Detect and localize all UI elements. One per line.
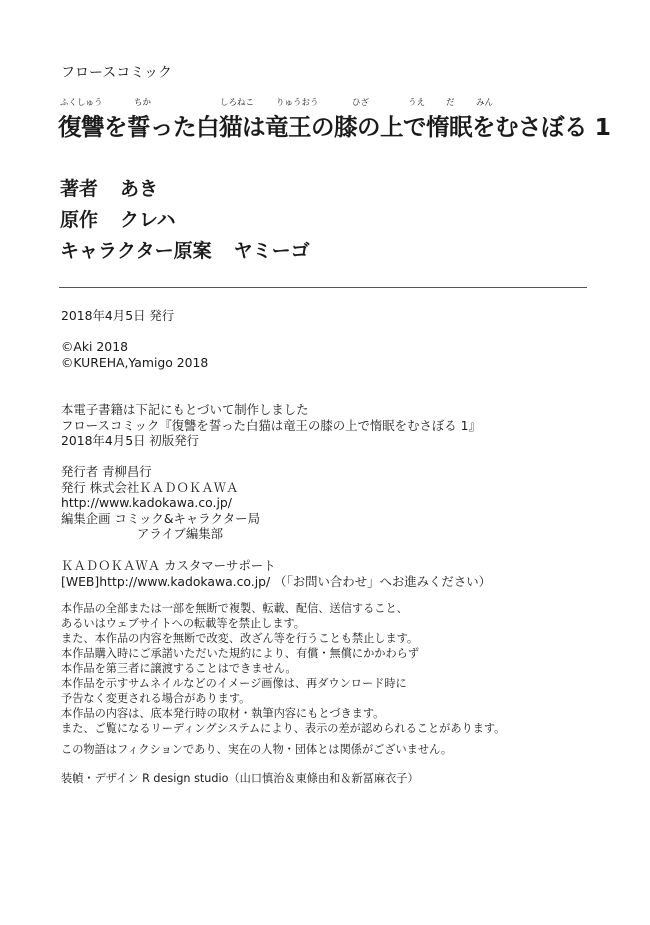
ruby-shironeko: しろねこ [220,98,255,108]
book-title: 復讐を誓った白猫は竜王の膝の上で惰眠をむさぼる 1 [58,113,611,141]
notice-line: あるいはウェブサイトへの転載等を禁止します。 [61,617,305,630]
credit-role: キャラクター原案 [60,240,212,262]
credit-name: ヤミーゴ [233,240,310,262]
notices-block [61,601,505,736]
source-edition-line: 本電子書籍は下記にもとづいて制作しました [61,402,309,417]
credit-character-design [60,236,310,267]
ruby-fukushuu: ふくしゅう [60,98,103,108]
copyright-line: ©KUREHA,Yamigo 2018 [61,354,209,370]
credit-name: あき [120,178,159,200]
source-edition-line: フロースコミック『復讐を誓った白猫は竜王の膝の上で惰眠をむさぼる 1』 [61,417,481,433]
notice-line: 本作品を示すサムネイルなどのイメージ画像は、再ダウンロード時に [61,677,407,690]
notice-line: 本作品の内容は、底本発行時の取材・執筆内容にもとづきます。 [61,707,385,720]
publish-date: 2018年4月5日 発行 [61,308,175,323]
source-edition-line: 2018年4月5日 初版発行 [61,433,199,449]
support-block [61,558,491,589]
ruby-da: だ [446,98,455,108]
credits-list [60,174,310,267]
editorial-dept: アライブ編集部 [137,526,223,542]
ruby-chika: ちか [134,98,152,108]
publisher-url: http://www.kadokawa.co.jp/ [61,495,232,511]
notice-line: 予告なく変更される場合があります。 [61,692,251,705]
section-divider [59,287,587,288]
publisher-line: 発行者 青柳昌行 [61,464,152,479]
notice-line: また、本作品の内容を無断で改変、改ざん等を行うことも禁止します。 [61,632,419,645]
title-ruby-row [58,96,618,108]
book-title-block [58,96,618,142]
issuer-line: 発行 株式会社ＫＡＤＯＫＡＷＡ [61,479,239,495]
fiction-notice: この物語はフィクションであり、実在の人物・団体とは関係がございません。 [61,743,453,756]
design-credit: 装幀・デザイン R design studio（山口慎治＆東條由和＆新冨麻衣子） [61,772,419,785]
ruby-ue: うえ [408,98,426,108]
credit-name: クレハ [120,209,176,231]
editorial-line: 編集企画 コミック&キャラクター局 [61,510,260,526]
notice-line: 本作品の全部または一部を無断で複製、転載、配信、送信すること、 [61,602,408,615]
copyright-line: ©Aki 2018 [61,339,128,354]
notice-line: 本作品購入時にご承諾いただいた規約により、有償・無償にかかわらず [61,647,420,660]
notice-line: 本作品を第三者に譲渡することはできません。 [61,662,297,675]
credit-role: 原作 [60,209,99,231]
source-edition-block [61,402,481,449]
copyright-block [61,339,208,370]
support-title: ＫＡＤＯＫＡＷＡ カスタマーサポート [61,558,276,573]
credit-original-work [60,205,310,236]
ruby-min: みん [476,98,494,108]
ruby-ryuuou: りゅうおう [276,98,319,108]
ruby-hiza: ひざ [352,98,370,108]
credit-role: 著者 [60,178,99,200]
imprint-label: フロースコミック [61,65,173,81]
publisher-block [61,464,260,542]
notice-line: また、ご覧になるリーディングシステムにより、表示の差が認められることがあります。 [61,722,506,735]
support-web: [WEB]http://www.kadokawa.co.jp/ （「お問い合わせ」へお進みください） [61,573,491,589]
credit-author [60,174,310,205]
